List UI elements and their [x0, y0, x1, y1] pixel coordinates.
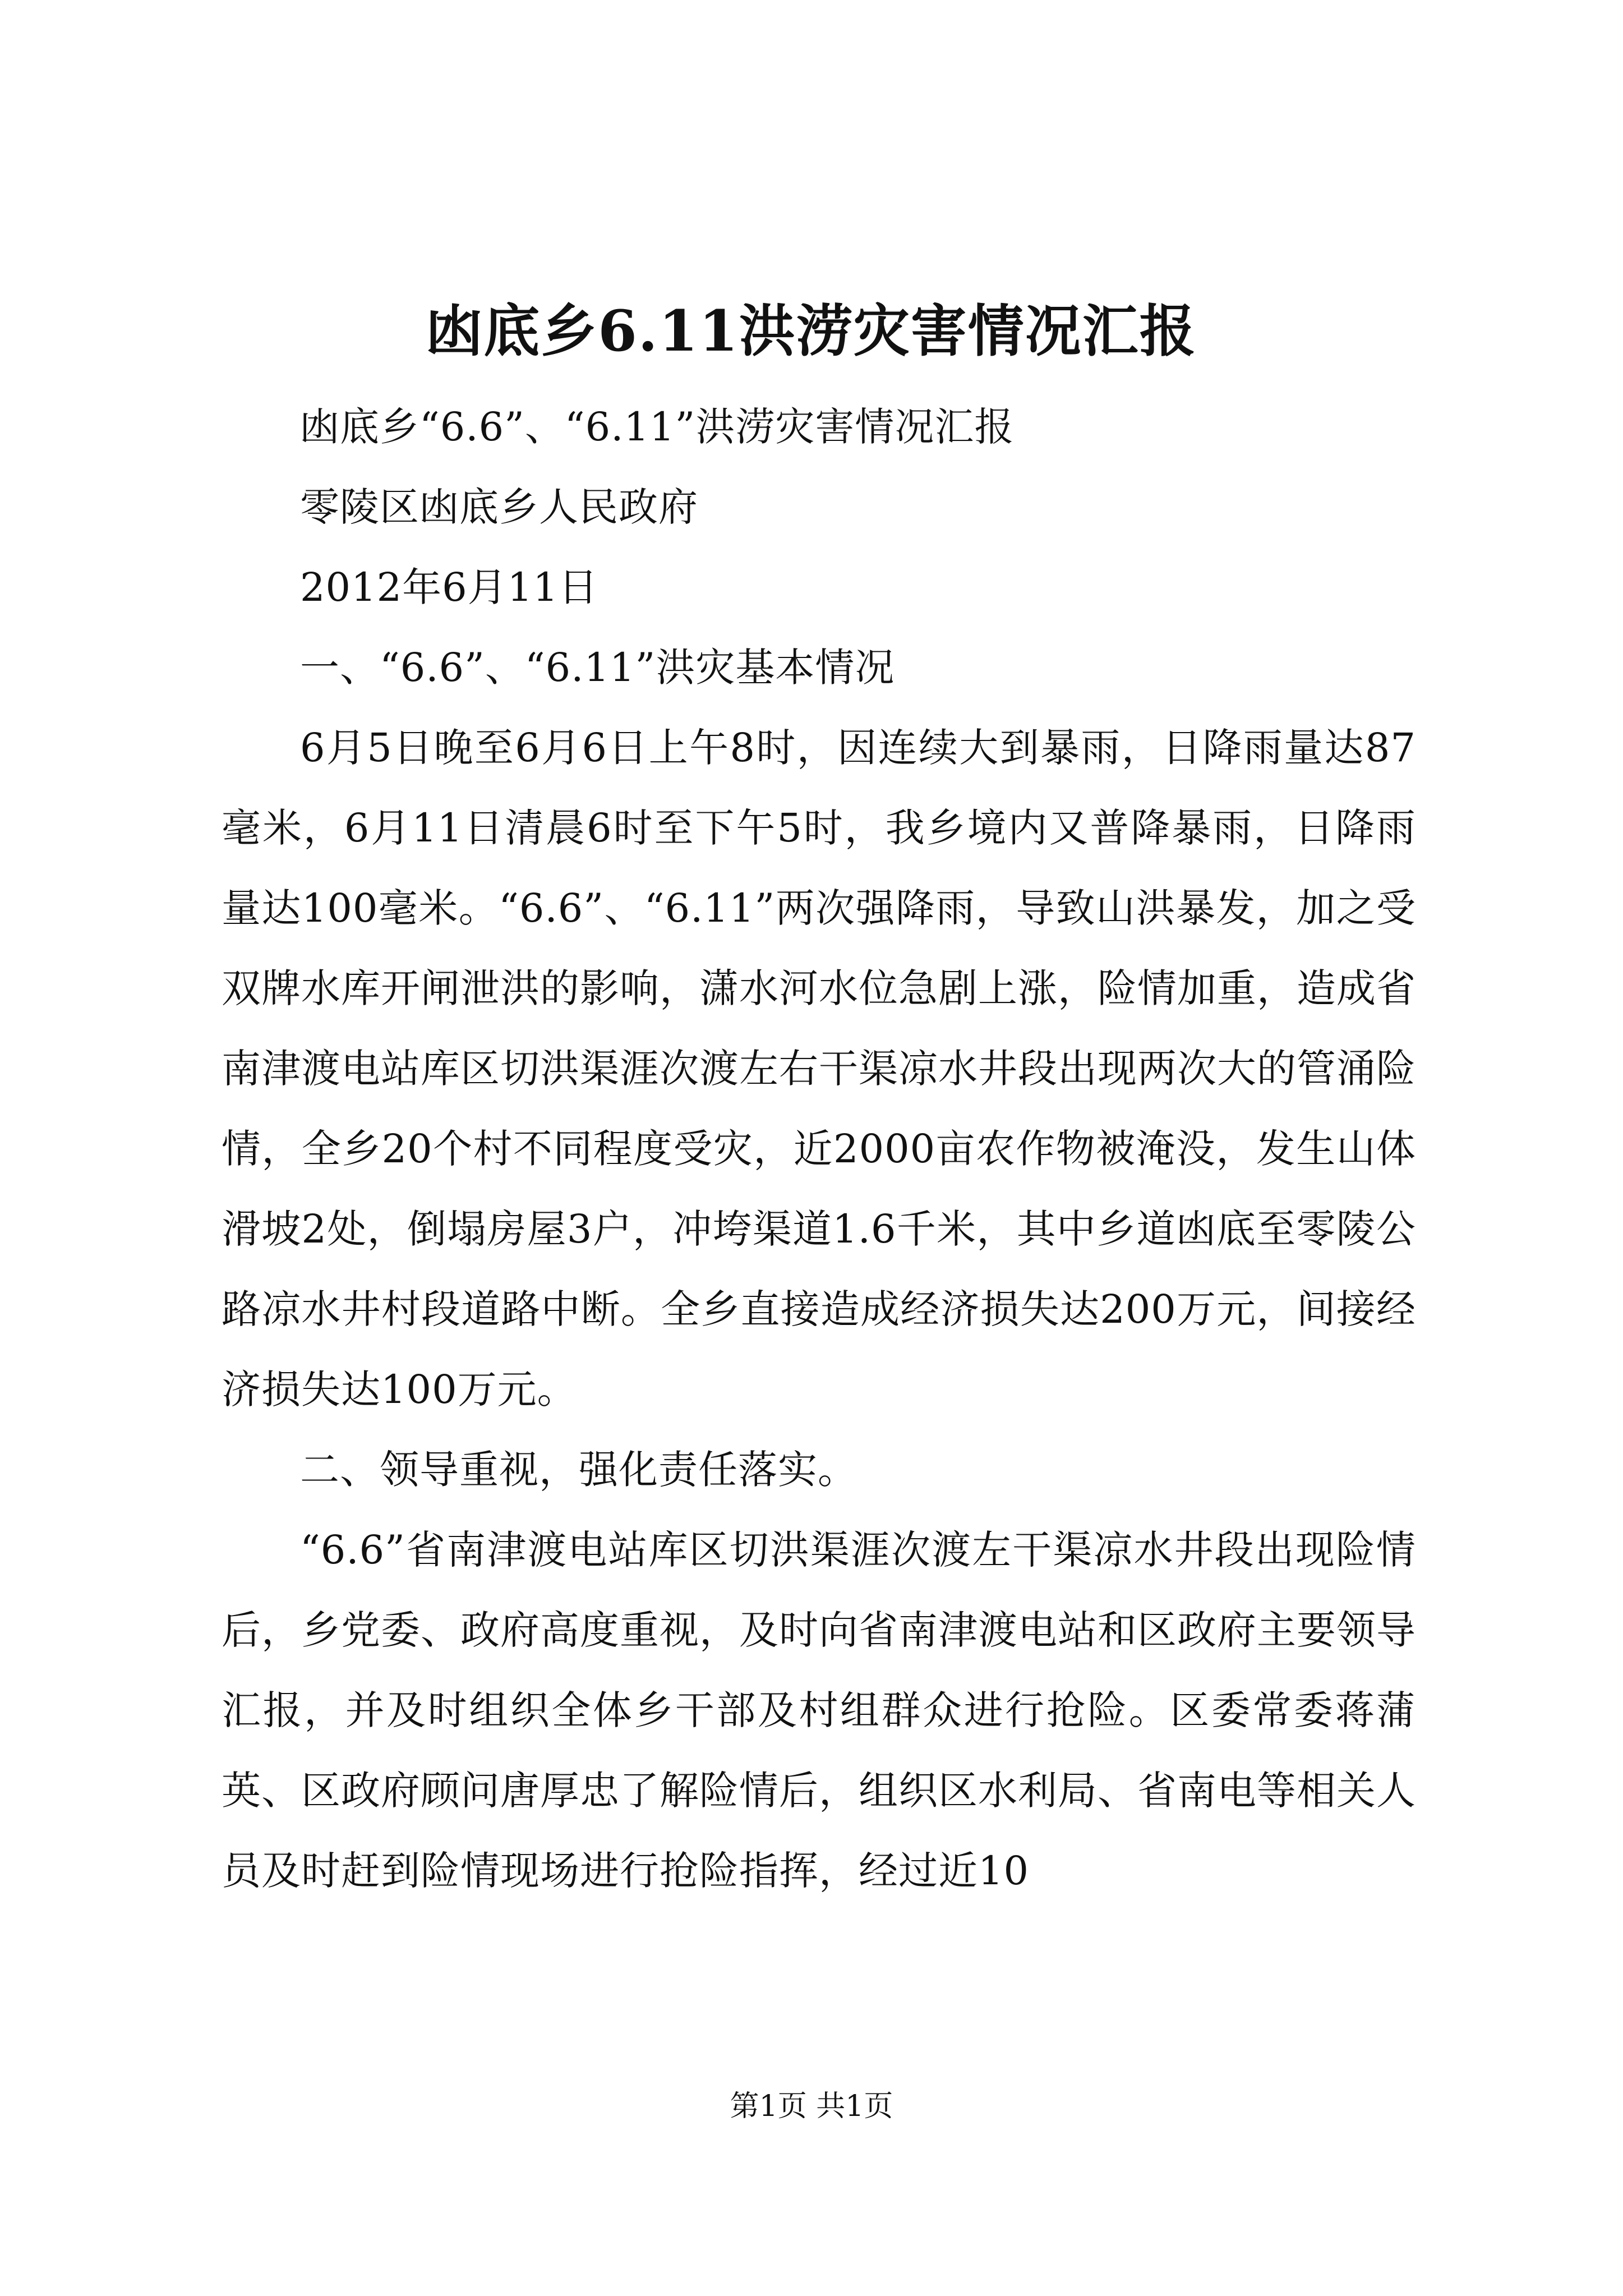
report-date: 2012年6月11日	[300, 564, 598, 610]
section-heading-2: 二、领导重视，强化责任落实。	[300, 1447, 857, 1493]
issuing-authority: 零陵区凼底乡人民政府	[300, 484, 698, 530]
section-1-paragraph: 6月5日晚至6月6日上午8时，因连续大到暴雨，日降雨量达87毫米，6月11日清晨6时至下午5时，我乡境内又普降暴雨，日降雨量达100毫米。“6.6”、“6.11”两次强降雨，导致山洪暴发，加之受双牌水库开闸泄洪的影响，潇水河水位急剧上涨，险情加重，造成省南津渡电站库区切洪渠涯次渡左右干渠凉水井段出现两次大的管涌险情，全乡20个村不同程度受灾，近2000亩农作物被淹没，发生山体滑坡2处，倒塌房屋3户，冲垮渠道1.6千米，其中乡道凼底至零陵公路凉水井村段道路中断。全乡直接造成经济损失达200万元，间接经济损失达100万元。	[222, 725, 1416, 1412]
section-heading-1: 一、“6.6”、“6.11”洪灾基本情况	[300, 645, 895, 691]
document-title: 凼底乡6.11洪涝灾害情况汇报	[426, 298, 1197, 364]
page-footer: 第1页 共1页	[730, 2090, 893, 2123]
section-2-paragraph: “6.6”省南津渡电站库区切洪渠涯次渡左干渠凉水井段出现险情后，乡党委、政府高度重视，及时向省南津渡电站和区政府主要领导汇报，并及时组织全体乡干部及村组群众进行抢险。区委常委蒋蒲英、区政府顾问唐厚忠了解险情后，组织区水利局、省南电等相关人员及时赶到险情现场进行抢险指挥，经过近10	[222, 1527, 1416, 1894]
report-subtitle: 凼底乡“6.6”、“6.11”洪涝灾害情况汇报	[300, 404, 1015, 450]
document-body	[222, 387, 1416, 1911]
